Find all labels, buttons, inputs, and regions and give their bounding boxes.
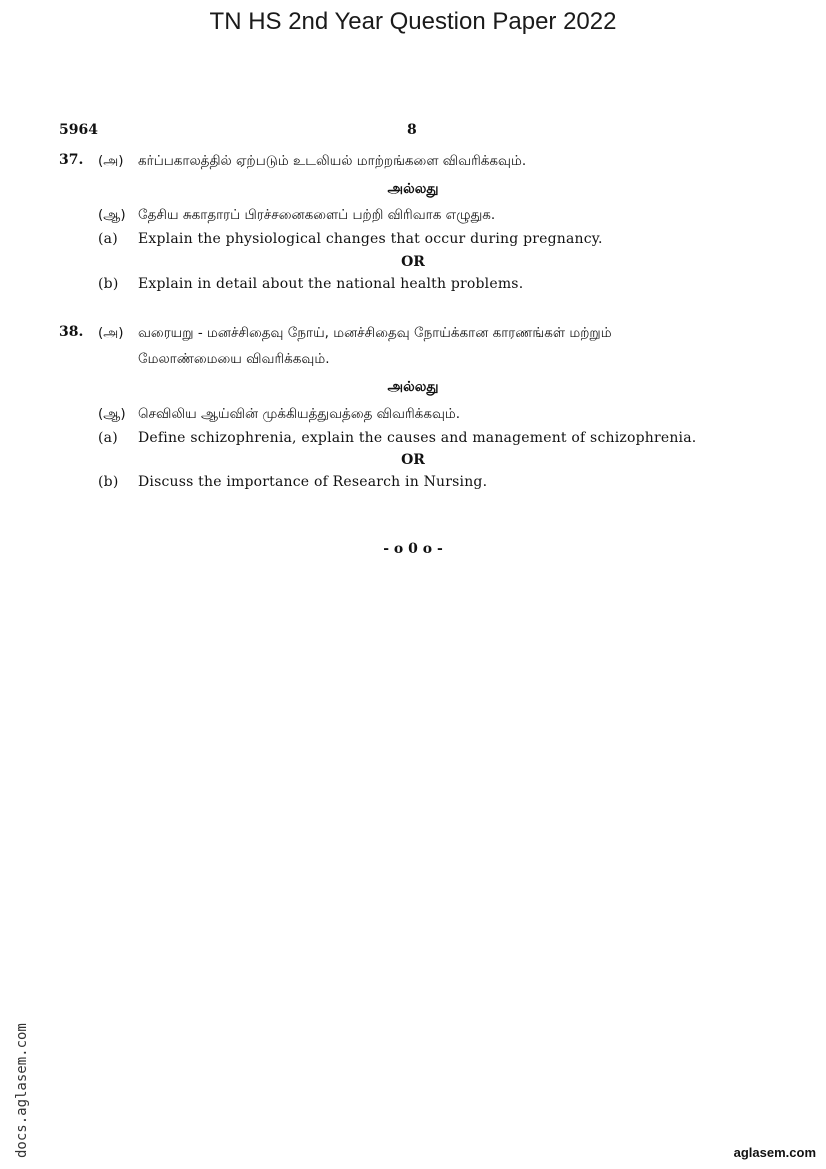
page-number: 8 — [407, 122, 417, 138]
tamil-option-a-label: (அ) — [98, 153, 124, 169]
english-option-a-text: Define schizophrenia, explain the causes and management of schizophrenia. — [138, 430, 697, 446]
english-option-a-label: (a) — [98, 231, 118, 247]
tamil-option-b-text: செவிலிய ஆய்வின் முக்கியத்துவத்தை விவரிக்கவும். — [138, 406, 461, 422]
end-of-paper-mark: - o 0 o - — [383, 541, 443, 557]
english-option-a-label: (a) — [98, 430, 118, 446]
tamil-option-a-text-line-1: வரையறு - மனச்சிதைவு நோய், மனச்சிதைவு நோய்க்கான காரணங்கள் மற்றும் — [138, 325, 612, 341]
english-option-b-text: Explain in detail about the national health problems. — [138, 276, 524, 292]
tamil-option-a-label: (அ) — [98, 325, 124, 341]
site-footer-link[interactable]: aglasem.com — [733, 1145, 816, 1160]
english-option-b-text: Discuss the importance of Research in Nursing. — [138, 474, 488, 490]
paper-code: 5964 — [59, 122, 98, 138]
english-option-b-label: (b) — [98, 474, 119, 490]
english-option-a-text: Explain the physiological changes that occur during pregnancy. — [138, 231, 603, 247]
question-number: 38. — [59, 324, 84, 340]
page-title: TN HS 2nd Year Question Paper 2022 — [209, 8, 617, 35]
tamil-option-b-text: தேசிய சுகாதாரப் பிரச்சனைகளைப் பற்றி விரிவாக எழுதுக. — [138, 207, 496, 223]
tamil-option-a-text-line-2: மேலாண்மையை விவரிக்கவும். — [138, 351, 330, 367]
english-or-divider: OR — [401, 452, 425, 468]
tamil-or-divider: அல்லது — [387, 379, 439, 395]
watermark: docs.aglasem.com — [14, 1023, 30, 1158]
english-option-b-label: (b) — [98, 276, 119, 292]
tamil-option-a-text: கர்ப்பகாலத்தில் ஏற்படும் உடலியல் மாற்றங்களை விவரிக்கவும். — [138, 153, 527, 169]
tamil-or-divider: அல்லது — [387, 181, 439, 197]
english-or-divider: OR — [401, 254, 425, 270]
question-number: 37. — [59, 152, 84, 168]
tamil-option-b-label: (ஆ) — [98, 406, 126, 422]
tamil-option-b-label: (ஆ) — [98, 207, 126, 223]
